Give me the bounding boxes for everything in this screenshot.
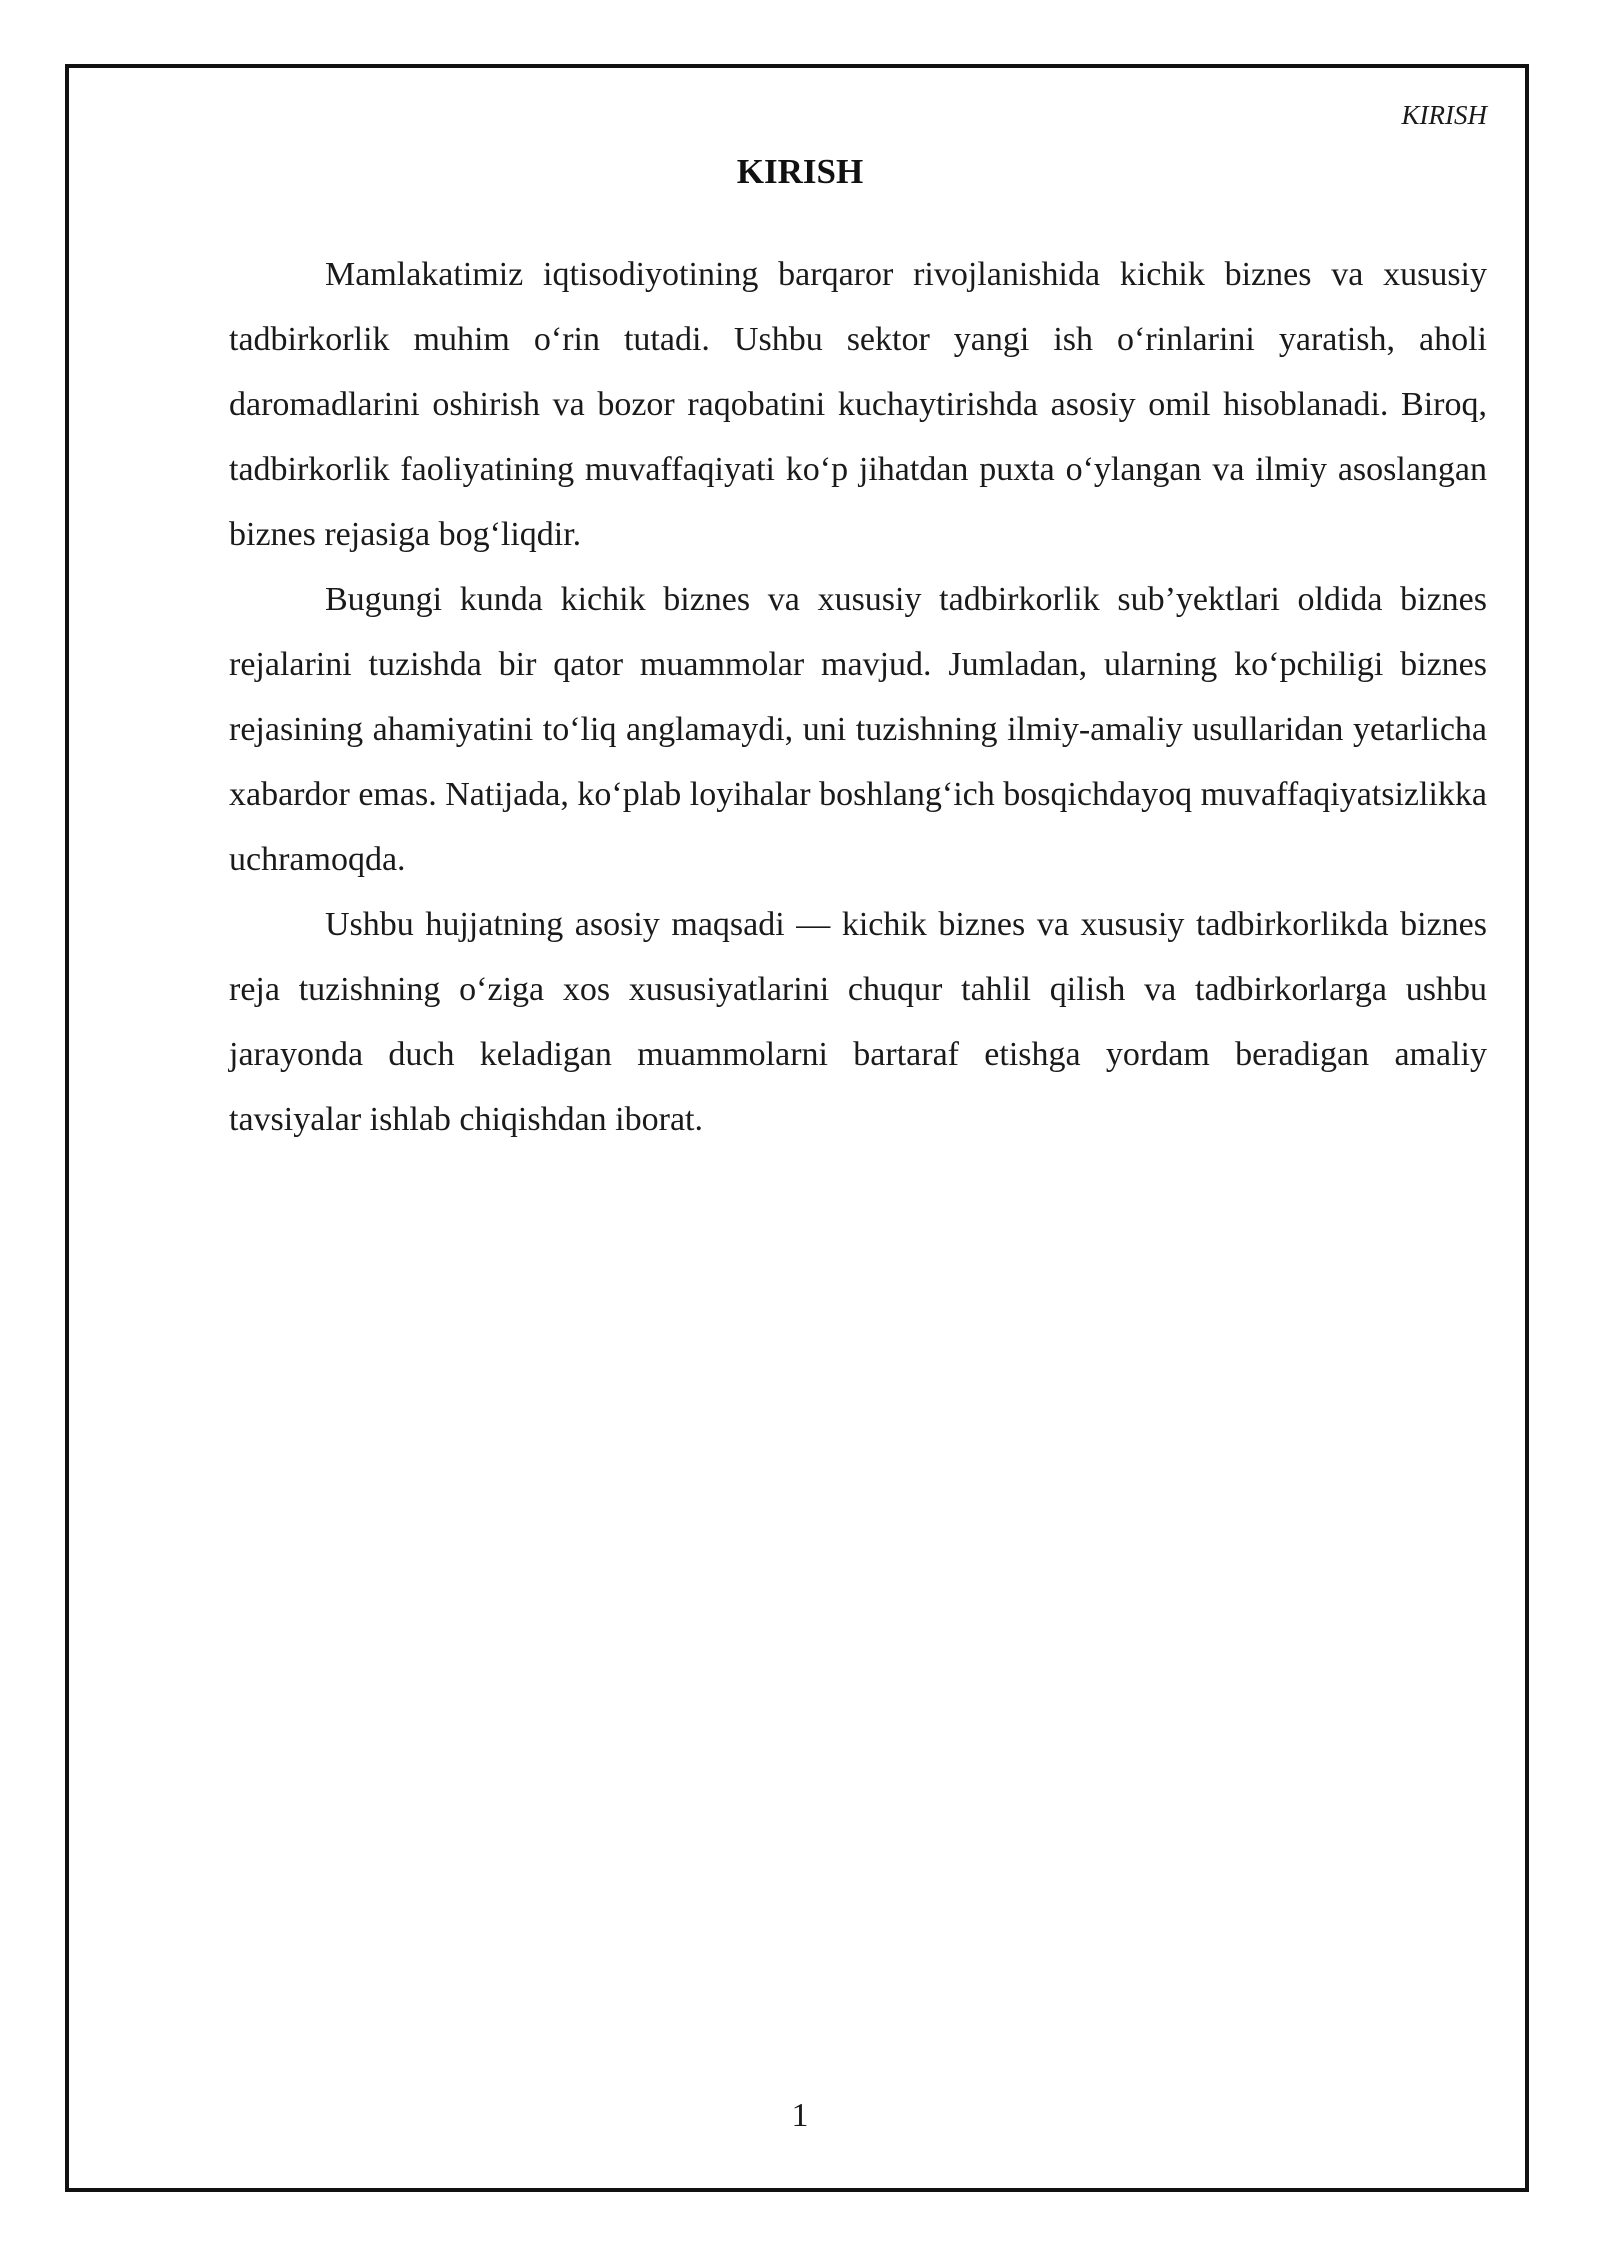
paragraph-1: Mamlakatimiz iqtisodiyotining barqaror rivojlanishida kichik biznes va xususiy tadbirkorlik muhim o‘rin tutadi. Ushbu sektor yangi ish o‘rinlarini yaratish, aholi daromadlarini oshirish va bozor raqobatini kuchaytirishda asosiy omil hisoblanadi. Biroq, tadbirkorlik faoliyatining muvaffaqiyati ko‘p jihatdan puxta o‘ylangan va ilmiy asoslangan biznes rejasiga bog‘liqdir. bbox=[229, 256, 1487, 553]
body-text bbox=[229, 242, 1487, 1152]
running-header: KIRISH bbox=[1401, 100, 1487, 130]
page-number: 1 bbox=[791, 2097, 809, 2134]
paragraph-3: Ushbu hujjatning asosiy maqsadi — kichik biznes va xususiy tadbirkorlikda biznes reja tuzishning o‘ziga xos xususiyatlarini chuqur tahlil qilish va tadbirkorlarga ushbu jarayonda duch keladigan muammolarni bartaraf etishga yordam beradigan amaliy tavsiyalar ishlab chiqishdan iborat. bbox=[229, 906, 1487, 1138]
paragraph-2: Bugungi kunda kichik biznes va xususiy tadbirkorlik sub’yektlari oldida biznes rejalarini tuzishda bir qator muammolar mavjud. Jumladan, ularning ko‘pchiligi biznes rejasining ahamiyatini to‘liq anglamaydi, uni tuzishning ilmiy-amaliy usullaridan yetarlicha xabardor emas. Natijada, ko‘plab loyihalar boshlang‘ich bosqichdayoq muvaffaqiyatsizlikka uchramoqda. bbox=[229, 581, 1487, 878]
page-title: KIRISH bbox=[736, 152, 864, 191]
